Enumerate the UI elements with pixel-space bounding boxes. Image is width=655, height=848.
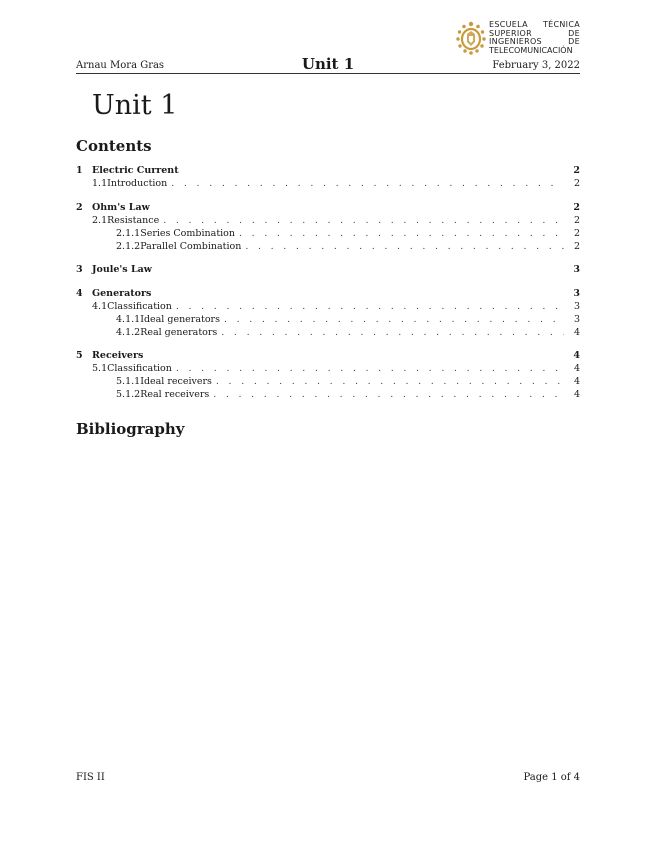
toc-number: 5.1.2 bbox=[116, 389, 141, 400]
toc-title: Joule's Law bbox=[92, 264, 152, 275]
toc-number: 4.1.2 bbox=[116, 327, 141, 338]
toc-title: Ohm's Law bbox=[92, 202, 150, 213]
header-rule bbox=[76, 73, 580, 74]
toc-leader bbox=[217, 327, 564, 338]
school-name-line: ESCUELA TÉCNICA bbox=[489, 20, 580, 29]
toc-page: 2 bbox=[573, 228, 580, 239]
toc-page: 4 bbox=[573, 363, 580, 374]
toc-leader bbox=[172, 363, 564, 374]
toc-number: 5.1 bbox=[92, 363, 108, 374]
school-name-line: INGENIEROS DE bbox=[489, 37, 580, 47]
toc-number: 4 bbox=[76, 288, 83, 299]
toc-title: Generators bbox=[92, 288, 152, 299]
toc-page: 4 bbox=[573, 350, 580, 361]
header-title: Unit 1 bbox=[301, 55, 355, 73]
toc-title: Classification bbox=[107, 363, 172, 374]
toc-number: 1 bbox=[76, 165, 83, 176]
toc-title: Ideal receivers bbox=[140, 376, 212, 387]
toc-title: Real receivers bbox=[140, 389, 210, 400]
toc-entry-ideal-receivers[interactable] bbox=[76, 376, 580, 389]
university-seal-icon bbox=[455, 20, 487, 56]
toc-number: 2 bbox=[76, 202, 83, 213]
toc-entry-series-combination[interactable] bbox=[76, 228, 580, 241]
contents-heading: Contents bbox=[76, 137, 152, 155]
page-header bbox=[76, 18, 580, 74]
toc-entry-classification-receivers[interactable] bbox=[76, 363, 580, 376]
toc-entry-receivers[interactable] bbox=[76, 350, 580, 363]
toc-entry-resistance[interactable] bbox=[76, 215, 580, 228]
school-name-line: SUPERIOR DE bbox=[489, 28, 580, 38]
toc-page: 3 bbox=[573, 314, 580, 325]
toc-title: Parallel Combination bbox=[140, 241, 242, 252]
toc-page: 3 bbox=[573, 264, 580, 275]
toc-number: 1.1 bbox=[92, 178, 108, 189]
toc-number: 5.1.1 bbox=[116, 376, 141, 387]
footer-course: FIS II bbox=[76, 772, 105, 783]
toc-page: 2 bbox=[573, 215, 580, 226]
toc-number: 2.1.2 bbox=[116, 241, 141, 252]
toc-entry-ohms-law[interactable] bbox=[76, 202, 580, 215]
toc-title: Receivers bbox=[92, 350, 144, 361]
toc-page: 2 bbox=[573, 202, 580, 213]
toc-number: 2.1 bbox=[92, 215, 108, 226]
toc-entry-parallel-combination[interactable] bbox=[76, 241, 580, 254]
toc-page: 3 bbox=[573, 301, 580, 312]
toc-title: Series Combination bbox=[140, 228, 236, 239]
toc-leader bbox=[167, 178, 564, 189]
toc-title: Real generators bbox=[140, 327, 218, 338]
school-logo bbox=[455, 18, 580, 58]
toc-page: 4 bbox=[573, 376, 580, 387]
toc-entry-generators[interactable] bbox=[76, 288, 580, 301]
footer-page-number: Page 1 of 4 bbox=[523, 772, 580, 783]
document-title: Unit 1 bbox=[92, 90, 178, 121]
toc-title: Classification bbox=[107, 301, 172, 312]
header-date: February 3, 2022 bbox=[492, 60, 580, 71]
school-name bbox=[489, 21, 580, 55]
toc-title: Introduction bbox=[107, 178, 168, 189]
toc-leader bbox=[235, 228, 564, 239]
toc-entry-electric-current[interactable] bbox=[76, 165, 580, 178]
toc-leader bbox=[220, 314, 564, 325]
toc-page: 3 bbox=[573, 288, 580, 299]
toc-entry-joules-law[interactable] bbox=[76, 264, 580, 277]
toc-leader bbox=[209, 389, 564, 400]
toc-entry-ideal-generators[interactable] bbox=[76, 314, 580, 327]
toc-entry-classification-generators[interactable] bbox=[76, 301, 580, 314]
toc-entry-real-generators[interactable] bbox=[76, 327, 580, 340]
toc-page: 2 bbox=[573, 165, 580, 176]
toc-number: 2.1.1 bbox=[116, 228, 141, 239]
toc-page: 4 bbox=[573, 327, 580, 338]
toc-number: 4.1 bbox=[92, 301, 108, 312]
toc-entry-introduction[interactable] bbox=[76, 178, 580, 191]
toc-number: 5 bbox=[76, 350, 83, 361]
toc-page: 2 bbox=[573, 241, 580, 252]
toc-title: Ideal generators bbox=[140, 314, 220, 325]
header-author: Arnau Mora Gras bbox=[76, 60, 165, 71]
toc-number: 4.1.1 bbox=[116, 314, 141, 325]
toc-leader bbox=[172, 301, 564, 312]
toc-leader bbox=[241, 241, 564, 252]
bibliography-heading: Bibliography bbox=[76, 420, 185, 438]
toc-number: 3 bbox=[76, 264, 83, 275]
toc-leader bbox=[212, 376, 564, 387]
toc-title: Resistance bbox=[107, 215, 160, 226]
toc-title: Electric Current bbox=[92, 165, 179, 176]
toc-page: 2 bbox=[573, 178, 580, 189]
toc-entry-real-receivers[interactable] bbox=[76, 389, 580, 402]
toc-leader bbox=[159, 215, 564, 226]
toc-page: 4 bbox=[573, 389, 580, 400]
school-name-line: TELECOMUNICACIÓN bbox=[489, 45, 573, 55]
